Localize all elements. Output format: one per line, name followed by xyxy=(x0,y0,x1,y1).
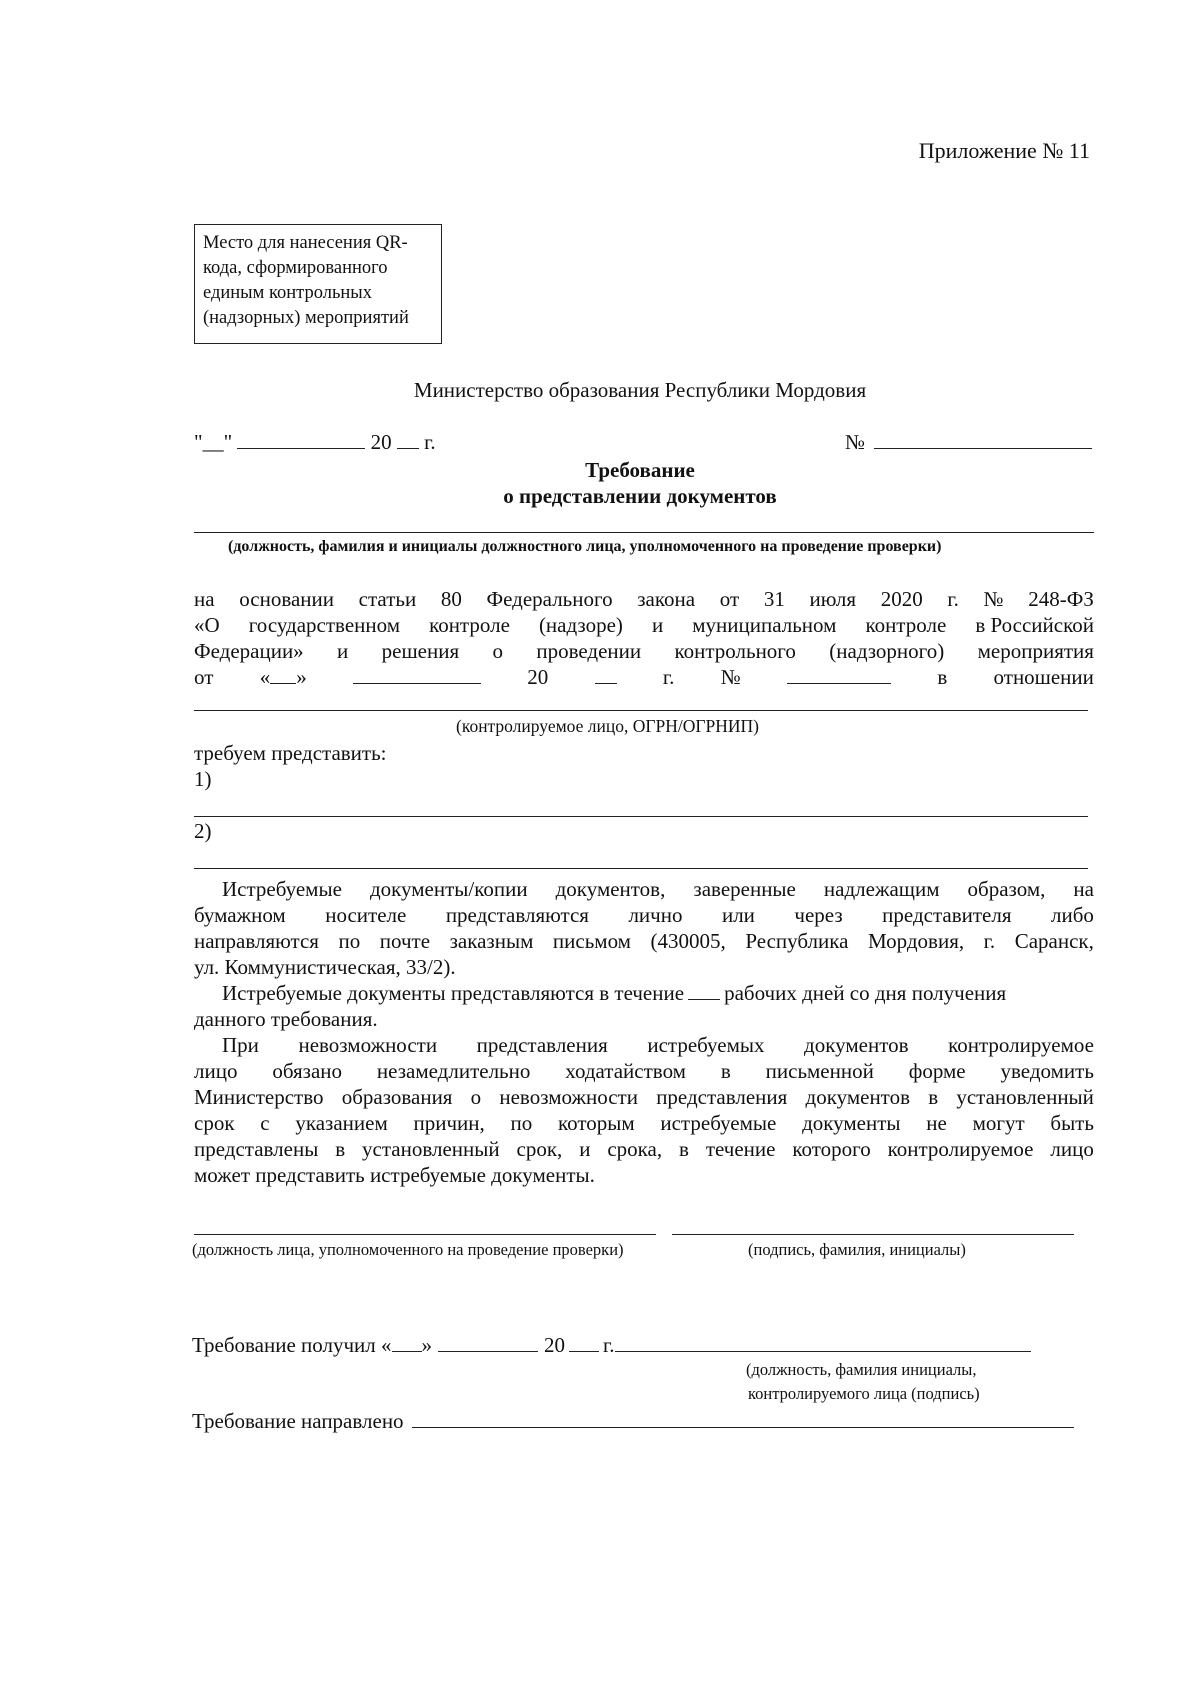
word: по xyxy=(510,1111,533,1135)
word: либо xyxy=(1051,903,1094,927)
word: незамедлительно xyxy=(376,1059,531,1083)
decision-day xyxy=(260,664,307,690)
word: от xyxy=(719,587,740,611)
word: образом, xyxy=(967,877,1046,901)
sent-line xyxy=(192,1408,1074,1434)
received-month-blank[interactable] xyxy=(438,1333,538,1352)
word: письменной xyxy=(765,1059,874,1083)
document-subtitle: о представлении документов xyxy=(503,484,777,508)
item-1-fill-line[interactable] xyxy=(194,816,1088,817)
word: и xyxy=(651,613,664,637)
appendix-number: Приложение № 11 xyxy=(918,138,1090,163)
word: быть xyxy=(1050,1111,1094,1135)
word: форме xyxy=(908,1059,966,1083)
word: о xyxy=(492,639,503,663)
word: или xyxy=(721,903,755,927)
official-caption: (должность, фамилия и инициалы должностного лица, уполномоченного на проведение проверки) xyxy=(228,538,942,555)
p1-line xyxy=(194,928,1094,954)
word: на xyxy=(194,587,215,611)
word: могут xyxy=(972,1111,1025,1135)
word: Мордовия, xyxy=(868,929,965,953)
decision-number-blank[interactable] xyxy=(787,665,891,684)
p3-line xyxy=(194,1058,1094,1084)
document-title: Требование xyxy=(585,458,695,482)
word: мероприятия xyxy=(977,639,1094,663)
word: образования xyxy=(341,1085,453,1109)
number-blank[interactable] xyxy=(874,430,1092,449)
word: от xyxy=(194,665,214,689)
word: надлежащим xyxy=(823,877,940,901)
received-g: г. xyxy=(603,1333,615,1357)
p3-line xyxy=(194,1110,1094,1136)
basis-line-4 xyxy=(194,664,1094,690)
word: проведении xyxy=(536,639,642,663)
word: г. xyxy=(947,587,959,611)
p2-end: рабочих дней со дня получения xyxy=(724,981,1007,1005)
word: (надзоре) xyxy=(538,613,623,637)
word: Истребуемые xyxy=(222,877,342,901)
word: течение xyxy=(705,1137,776,1161)
ministry-name: Министерство образования Республики Мордовия xyxy=(413,378,867,402)
word: в xyxy=(679,1137,689,1161)
word: представителя xyxy=(882,903,1012,927)
word: заверенные xyxy=(693,877,796,901)
position-fill-line[interactable] xyxy=(194,1234,656,1235)
word: лицо xyxy=(1050,1137,1094,1161)
word: контроле xyxy=(429,613,510,637)
word: Федерального xyxy=(486,587,613,611)
basis-line-1 xyxy=(194,586,1094,612)
quote-close: » xyxy=(421,1333,433,1357)
word: 2020 xyxy=(880,587,923,611)
word: Саранск, xyxy=(1014,929,1094,953)
received-person-blank[interactable] xyxy=(615,1333,1031,1352)
date-year-suffix: г. xyxy=(424,430,436,454)
item-2-fill-line[interactable] xyxy=(194,868,1088,869)
position-caption: (должность лица, уполномоченного на проведение проверки) xyxy=(192,1240,624,1259)
received-year: 20 xyxy=(544,1333,566,1357)
word: Республика xyxy=(745,929,849,953)
word: уведомить xyxy=(1000,1059,1094,1083)
word: в xyxy=(937,665,948,689)
word: о xyxy=(470,1085,482,1109)
word: невозможности xyxy=(298,1033,438,1057)
word: закона xyxy=(637,587,696,611)
word: документов, xyxy=(555,877,666,901)
qr-box-line: единым контрольных xyxy=(203,283,372,303)
delivery-paragraph xyxy=(194,876,1094,1188)
word: заказным xyxy=(449,929,534,953)
basis-line-3 xyxy=(194,638,1094,664)
decision-month-blank[interactable] xyxy=(353,665,481,684)
date-month-blank[interactable] xyxy=(237,430,365,449)
controlled-entity-fill-line[interactable] xyxy=(194,710,1088,711)
word: причин, xyxy=(413,1111,485,1135)
received-line xyxy=(192,1332,1031,1358)
word: Федерации» xyxy=(194,639,304,663)
item-1-label: 1) xyxy=(194,767,212,791)
signature-fill-line[interactable] xyxy=(672,1234,1074,1235)
p3-line xyxy=(194,1136,1094,1162)
word: № xyxy=(983,587,1004,611)
qr-box-line: (надзорных) мероприятий xyxy=(203,308,409,328)
p3-line xyxy=(194,1084,1094,1110)
p2-line xyxy=(194,980,1094,1006)
word: контрольного xyxy=(674,639,796,663)
word: ходатайством xyxy=(565,1059,686,1083)
decision-year-blank[interactable] xyxy=(595,665,617,684)
word: обязано xyxy=(272,1059,343,1083)
word: документы/копии xyxy=(369,877,528,901)
word: № xyxy=(720,665,741,689)
official-fill-line[interactable] xyxy=(194,532,1094,533)
word: контролируемое xyxy=(887,1137,1034,1161)
quote-open: « xyxy=(259,665,271,689)
word: июля xyxy=(809,587,857,611)
quote-close: » xyxy=(296,665,307,689)
word: представляются xyxy=(445,903,589,927)
received-year-blank[interactable] xyxy=(569,1333,599,1352)
word: статьи xyxy=(358,587,417,611)
date-year-blank[interactable] xyxy=(397,430,419,449)
received-caption-1: (должность, фамилия инициалы, xyxy=(746,1360,977,1379)
word: государственном xyxy=(248,613,401,637)
p3-line xyxy=(194,1032,1094,1058)
word: и xyxy=(337,639,349,663)
date-day: "__" xyxy=(194,430,233,454)
word: 20 xyxy=(527,665,549,689)
word: установленный xyxy=(956,1085,1094,1109)
sent-blank[interactable] xyxy=(412,1409,1074,1428)
word: г. xyxy=(662,665,675,689)
word: в Российской xyxy=(975,613,1094,637)
word: которого xyxy=(792,1137,871,1161)
qr-code-placeholder xyxy=(194,224,442,344)
qr-box-line: Место для нанесения QR- xyxy=(203,233,408,253)
received-caption-2: контролируемого лица (подпись) xyxy=(748,1384,980,1403)
controlled-entity-caption: (контролируемое лицо, ОГРН/ОГРНИП) xyxy=(456,716,759,736)
word: (430005, xyxy=(650,929,726,953)
p1-line xyxy=(194,902,1094,928)
word: которым xyxy=(557,1111,635,1135)
word: документы xyxy=(802,1111,901,1135)
word: представления xyxy=(476,1033,608,1057)
word: и xyxy=(579,1137,591,1161)
word: носителе xyxy=(325,903,407,927)
decision-day-blank[interactable] xyxy=(270,665,296,684)
word: почте xyxy=(379,929,431,953)
number-line xyxy=(845,430,1092,455)
date-line xyxy=(194,430,436,455)
basis-paragraph xyxy=(194,586,1094,690)
word: муниципальном xyxy=(692,613,837,637)
word: невозможности xyxy=(499,1085,638,1109)
request-label: требуем представить: xyxy=(194,741,387,765)
word: истребуемые xyxy=(660,1111,777,1135)
qr-box-line: кода, сформированного xyxy=(203,258,388,278)
word: с xyxy=(260,1111,270,1135)
date-year-prefix: 20 xyxy=(370,430,392,454)
word: контроле xyxy=(865,613,947,637)
word: в xyxy=(720,1059,731,1083)
word: в xyxy=(928,1085,939,1109)
word: 80 xyxy=(440,587,462,611)
word: представления xyxy=(656,1085,788,1109)
p2-start: Истребуемые документы представляются в течение xyxy=(222,981,685,1005)
word: 31 xyxy=(763,587,785,611)
word: лично xyxy=(628,903,683,927)
received-day-blank[interactable] xyxy=(392,1333,422,1352)
word: При xyxy=(222,1033,259,1057)
word: указанием xyxy=(295,1111,388,1135)
word: отношении xyxy=(993,665,1094,689)
word: через xyxy=(794,903,843,927)
number-label: № xyxy=(845,430,866,454)
item-2-label: 2) xyxy=(194,819,212,843)
word: 248-ФЗ xyxy=(1028,587,1094,611)
word: не xyxy=(926,1111,947,1135)
p3-last-line: может представить истребуемые документы. xyxy=(194,1163,595,1187)
word: Министерство xyxy=(194,1085,324,1109)
word: основании xyxy=(239,587,334,611)
word: установленный xyxy=(362,1137,500,1161)
word: срока, xyxy=(607,1137,663,1161)
word: срок, xyxy=(516,1137,563,1161)
word: в xyxy=(335,1137,346,1161)
word: лицо xyxy=(194,1059,238,1083)
word: истребуемых xyxy=(647,1033,765,1057)
word: документов xyxy=(804,1033,909,1057)
basis-line-2 xyxy=(194,612,1094,638)
word: контролируемое xyxy=(948,1033,1094,1057)
p1-last-line: ул. Коммунистическая, 33/2). xyxy=(194,955,456,979)
sent-label: Требование направлено xyxy=(192,1409,404,1433)
word: «О xyxy=(194,613,220,637)
received-label: Требование получил « xyxy=(192,1333,392,1357)
word: (надзорного) xyxy=(829,639,945,663)
word: по xyxy=(338,929,361,953)
word: решения xyxy=(381,639,460,663)
word: г. xyxy=(983,929,996,953)
p2-last-line: данного требования. xyxy=(194,1007,378,1031)
working-days-blank[interactable] xyxy=(688,981,720,1000)
word: на xyxy=(1073,877,1094,901)
word: письмом xyxy=(552,929,631,953)
word: представлены xyxy=(194,1137,319,1161)
signature-caption: (подпись, фамилия, инициалы) xyxy=(748,1240,966,1259)
p1-line xyxy=(194,876,1094,902)
word: направляются xyxy=(194,929,319,953)
word: документов xyxy=(805,1085,910,1109)
word: бумажном xyxy=(194,903,286,927)
word: срок xyxy=(194,1111,235,1135)
